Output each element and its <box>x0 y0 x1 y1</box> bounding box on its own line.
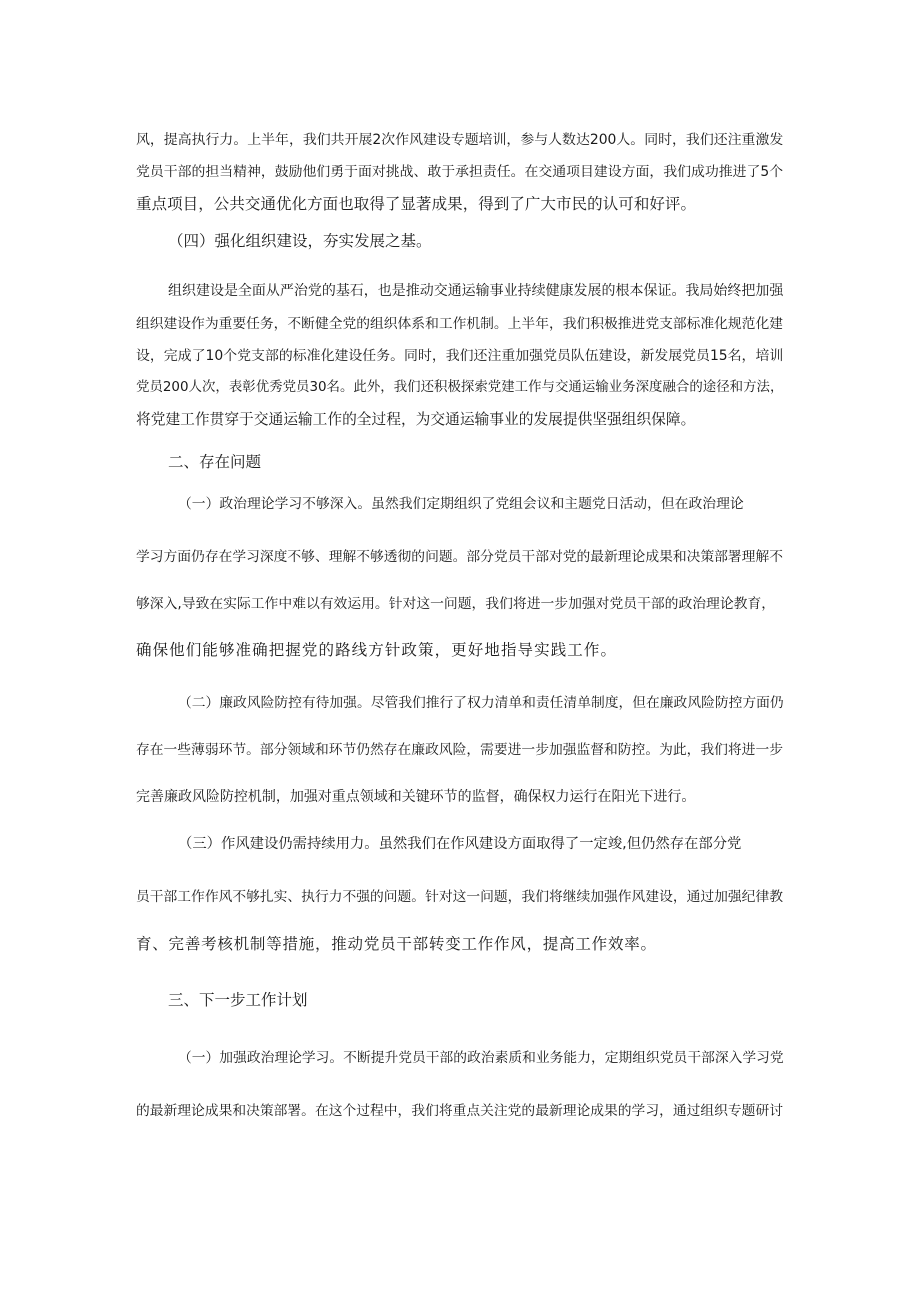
text-line: （二）廉政风险防控有待加强。尽管我们推行了权力清单和责任清单制度，但在廉政风险防控方面仍 <box>178 695 784 711</box>
text-line: 够深入,导致在实际工作中难以有效运用。针对这一问题，我们将进一步加强对党员干部的政治理论教育， <box>136 596 776 612</box>
text-line: 设，完成了10个党支部的标准化建设任务。同时，我们还注重加强党员队伍建设，新发展党员15名，培训 <box>136 348 784 364</box>
section-heading: 三、下一步工作计划 <box>168 991 308 1009</box>
section-heading: （四）强化组织建设，夯实发展之基。 <box>168 232 432 250</box>
text-line: （一）加强政治理论学习。不断提升党员干部的政治素质和业务能力，定期组织党员干部深入学习党 <box>178 1050 784 1066</box>
text-line: （三）作风建设仍需持续用力。虽然我们在作风建设方面取得了一定竣,但仍然存在部分党 <box>178 836 742 852</box>
text-line: 确保他们能够准确把握党的路线方针政策，更好地指导实践工作。 <box>136 641 618 659</box>
text-line: 学习方面仍存在学习深度不够、理解不够透彻的问题。部分党员干部对党的最新理论成果和决策部署理解不 <box>136 549 783 565</box>
text-line: 组织建设作为重要任务，不断健全党的组织体系和工作机制。上半年，我们积极推进党支部标准化规范化建 <box>136 316 783 332</box>
text-line: 完善廉政风险防控机制，加强对重点领域和关键环节的监督，确保权力运行在阳光下进行。 <box>136 789 696 805</box>
text-line: 员干部工作作风不够扎实、执行力不强的问题。针对这一问题，我们将继续加强作风建设，通过加强纪律教 <box>136 889 783 905</box>
text-line: 党员200人次，表彰优秀党员30名。此外，我们还积极探索党建工作与交通运输业务深度融合的途径和方法， <box>136 380 784 395</box>
section-heading: 二、存在问题 <box>168 453 262 471</box>
text-line: 存在一些薄弱环节。部分领域和环节仍然存在廉政风险，需要进一步加强监督和防控。为此，我们将进一步 <box>136 742 783 758</box>
text-line: （一）政治理论学习不够深入。虽然我们定期组织了党组会议和主题党日活动，但在政治理论 <box>178 496 744 512</box>
text-line: 风，提高执行力。上半年，我们共开展2次作风建设专题培训，参与人数达200人。同时，我们还注重激发 <box>136 132 784 148</box>
text-line: 的最新理论成果和决策部署。在这个过程中，我们将重点关注党的最新理论成果的学习，通过组织专题研讨 <box>136 1103 783 1119</box>
text-line: 组织建设是全面从严治党的基石，也是推动交通运输事业持续健康发展的根本保证。我局始终把加强 <box>168 283 784 299</box>
text-line: 重点项目，公共交通优化方面也取得了显著成果，得到了广大市民的认可和好评。 <box>136 195 697 213</box>
text-line: 育、完善考核机制等措施，推动党员干部转变工作作风，提高工作效率。 <box>136 935 657 953</box>
text-line: 党员干部的担当精神，鼓励他们勇于面对挑战、敢于承担责任。在交通项目建设方面，我们成功推进了5个 <box>136 164 784 180</box>
text-line: 将党建工作贯穿于交通运输工作的全过程，为交通运输事业的发展提供坚强组织保障。 <box>136 411 696 428</box>
